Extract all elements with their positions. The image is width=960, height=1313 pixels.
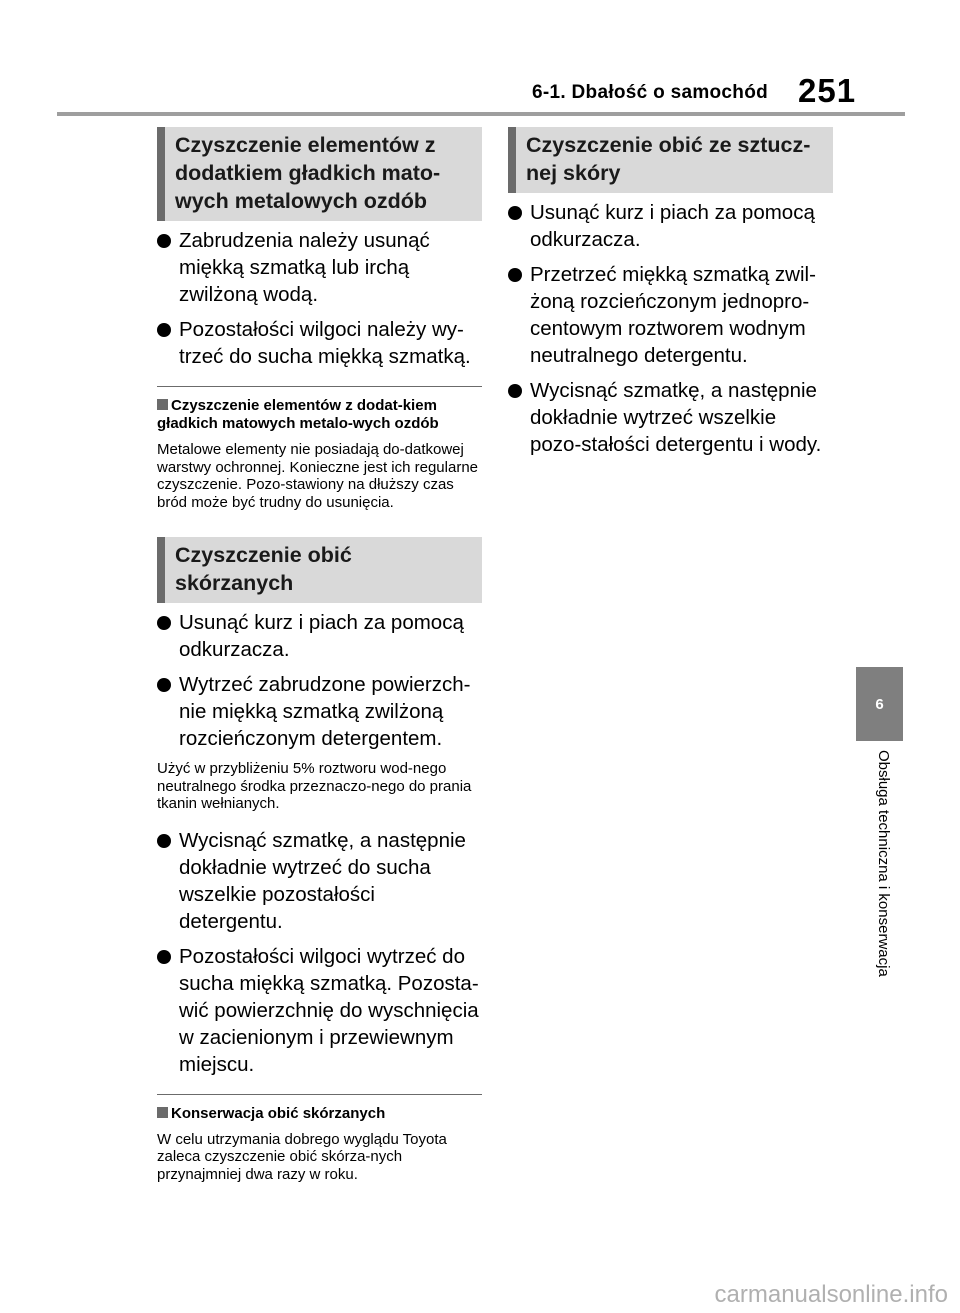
bullet-text: Wytrzeć zabrudzone powierzch-nie miękką szmatką zwilżoną rozcieńczonym detergentem. (179, 673, 471, 750)
bullet-item (157, 827, 482, 935)
square-bullet-icon (157, 1107, 168, 1118)
bullet-item (508, 261, 833, 369)
section-heading-leather: Czyszczenie obić skórzanych (157, 537, 482, 603)
header-divider (57, 112, 905, 116)
bullet-dot-icon (508, 206, 522, 220)
section-heading-synthetic-leather: Czyszczenie obić ze sztucz-nej skóry (508, 127, 833, 193)
running-header: 6-1. Dbałość o samochód (532, 82, 769, 103)
bullet-dot-icon (157, 950, 171, 964)
bullet-dot-icon (157, 678, 171, 692)
bullet-text: Pozostałości wilgoci wytrzeć do sucha miękką szmatką. Pozosta-wić powierzchnię do wyschnięcia w zacienionym i przewiewnym miejscu. (179, 944, 479, 1076)
bullet-dot-icon (157, 234, 171, 248)
bullet-dot-icon (508, 384, 522, 398)
bullet-text: Usunąć kurz i piach za pomocą odkurzacza. (530, 201, 815, 251)
detergent-detail: Użyć w przybliżeniu 5% roztworu wod-nego neutralnego środka przeznaczo-nego do prania tkanin wełnianych. (157, 760, 472, 812)
chapter-label: Obsługa techniczna i konserwacja (875, 750, 892, 977)
bullet-item (157, 671, 482, 752)
bullet-text: Pozostałości wilgoci należy wy-trzeć do sucha miękką szmatką. (179, 318, 471, 368)
bullet-dot-icon (508, 268, 522, 282)
right-column (508, 127, 833, 466)
note-body-metal-trim: Metalowe elementy nie posiadają do-datkowej warstwy ochronnej. Konieczne jest ich regularne czyszczenie. Pozo-stawiony na dłuższy czas bród może być trudny do usunięcia. (157, 441, 478, 511)
bullet-text: Wycisnąć szmatkę, a następnie dokładnie wytrzeć do sucha wszelkie pozostałości detergentu. (179, 828, 466, 933)
bullet-item (157, 227, 482, 308)
left-column (157, 127, 482, 1183)
note-divider (157, 1094, 482, 1095)
bullet-text: Usunąć kurz i piach za pomocą odkurzacza. (179, 611, 464, 661)
section-heading-metal-trim: Czyszczenie elementów z dodatkiem gładkich mato-wych metalowych ozdób (157, 127, 482, 221)
note-title-leather: Konserwacja obić skórzanych (157, 1105, 482, 1123)
bullet-dot-icon (157, 616, 171, 630)
square-bullet-icon (157, 399, 168, 410)
bullet-text: Zabrudzenia należy usunąć miękką szmatką lub irchą zwilżoną wodą. (179, 229, 430, 306)
note-title-metal-trim: Czyszczenie elementów z dodat-kiem gładkich matowych metalo-wych ozdób (157, 397, 439, 432)
bullet-text: Wycisnąć szmatkę, a następnie dokładnie wytrzeć wszelkie pozo-stałości detergentu i wody. (530, 379, 822, 456)
bullet-text: Przetrzeć miękką szmatką zwil-żoną rozcieńczonym jednopro-centowym roztworem wodnym neutralnego detergentu. (530, 263, 816, 367)
bullet-item (157, 943, 482, 1078)
note-divider (157, 386, 482, 387)
watermark: carmanualsonline.info (714, 1281, 948, 1308)
bullet-item (157, 609, 482, 663)
page-number: 251 (798, 72, 857, 109)
chapter-tab: 6 (856, 667, 903, 741)
bullet-dot-icon (157, 834, 171, 848)
bullet-dot-icon (157, 323, 171, 337)
bullet-item (157, 316, 482, 370)
bullet-item (508, 377, 833, 458)
note-body-leather: W celu utrzymania dobrego wyglądu Toyota zaleca czyszczenie obić skórza-nych przynajmniej dwa razy w roku. (157, 1130, 447, 1183)
bullet-item (508, 199, 833, 253)
